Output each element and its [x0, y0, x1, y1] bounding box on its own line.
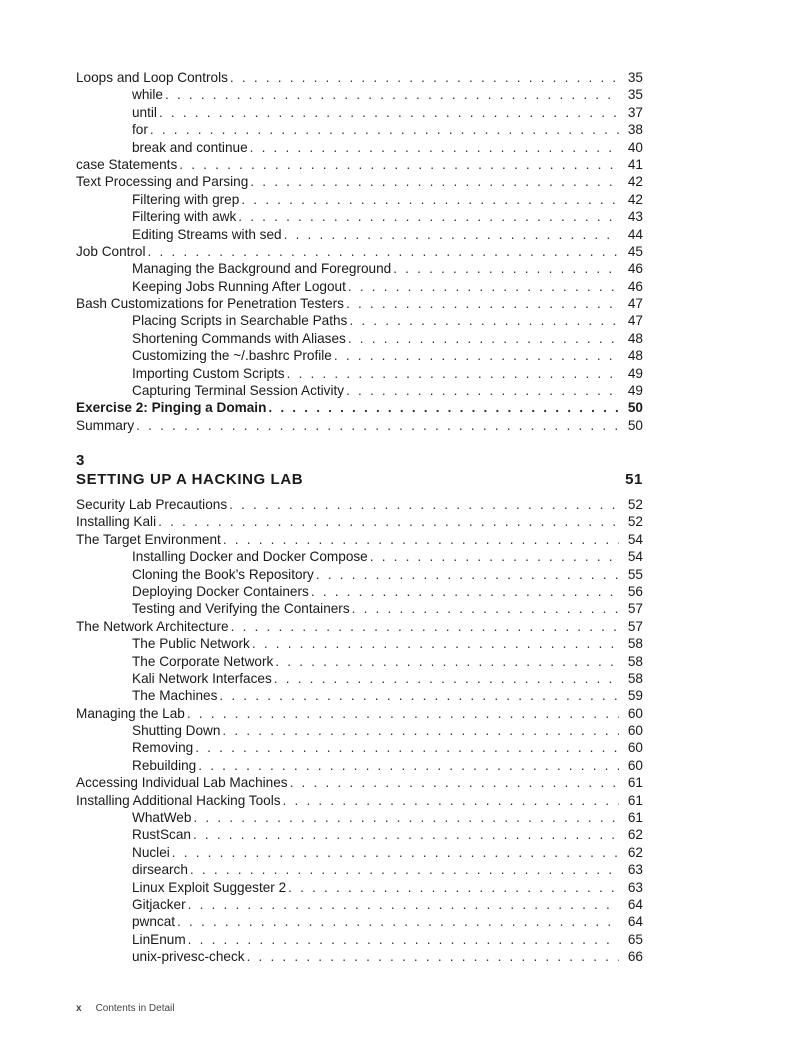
toc-entry-title: Managing the Background and Foreground: [132, 261, 392, 277]
dot-leader: [252, 635, 619, 652]
toc-entry-title: Gitjacker: [132, 896, 186, 912]
dot-leader: [229, 496, 619, 513]
toc-entry[interactable]: [76, 226, 643, 243]
toc-entry-title: Kali Network Interfaces: [132, 670, 272, 686]
toc-entry[interactable]: [76, 312, 643, 329]
toc-entry-title: The Corporate Network: [132, 653, 274, 669]
toc-entry-page: 54: [627, 549, 643, 565]
chapter-heading: [76, 471, 643, 488]
toc-entry[interactable]: [76, 295, 643, 312]
toc-entry-title: Summary: [76, 417, 135, 433]
dot-leader: [193, 826, 619, 843]
toc-entry[interactable]: [76, 739, 643, 756]
toc-entry[interactable]: [76, 566, 643, 583]
dot-leader: [334, 347, 619, 364]
toc-entry-title: Filtering with grep: [132, 191, 240, 207]
toc-entry-title: Exercise 2: Pinging a Domain: [76, 400, 267, 416]
toc-entry-title: Bash Customizations for Penetration Testers: [76, 296, 344, 312]
toc-entry[interactable]: [76, 635, 643, 652]
toc-entry[interactable]: [76, 653, 643, 670]
toc-entry[interactable]: [76, 330, 643, 347]
dot-leader: [230, 69, 619, 86]
toc-entry-page: 46: [627, 278, 643, 294]
toc-entry-title: Editing Streams with sed: [132, 226, 282, 242]
toc-entry-title: Nuclei: [132, 844, 170, 860]
toc-entry-title: Installing Kali: [76, 514, 157, 530]
toc-section-top: [76, 69, 643, 434]
dot-leader: [222, 722, 619, 739]
dot-leader: [346, 382, 619, 399]
dot-leader: [283, 792, 619, 809]
toc-entry-page: 52: [627, 514, 643, 530]
dot-leader: [136, 417, 619, 434]
toc-entry-page: 49: [627, 365, 643, 381]
toc-entry-title: The Public Network: [132, 636, 250, 652]
dot-leader: [348, 278, 619, 295]
toc-entry-page: 37: [627, 104, 643, 120]
dot-leader: [250, 173, 619, 190]
toc-entry[interactable]: [76, 809, 643, 826]
toc-entry-page: 65: [627, 931, 643, 947]
toc-section-chapter-3: [76, 496, 643, 966]
toc-entry-title: unix-privesc-check: [132, 949, 245, 965]
dot-leader: [158, 513, 619, 530]
toc-entry-title: The Machines: [132, 688, 218, 704]
toc-entry[interactable]: [76, 618, 643, 635]
dot-leader: [393, 260, 619, 277]
dot-leader: [188, 896, 619, 913]
chapter-number: 3: [76, 452, 85, 469]
toc-entry-title: Capturing Terminal Session Activity: [132, 383, 345, 399]
toc-entry-page: 60: [627, 757, 643, 773]
toc-entry-title: Shortening Commands with Aliases: [132, 330, 346, 346]
toc-entry-title: WhatWeb: [132, 810, 192, 826]
dot-leader: [238, 208, 619, 225]
footer-label: Contents in Detail: [95, 1003, 175, 1014]
toc-entry[interactable]: [76, 861, 643, 878]
toc-entry-page: 60: [627, 723, 643, 739]
dot-leader: [311, 583, 619, 600]
toc-entry[interactable]: [76, 548, 643, 565]
toc-entry-page: 44: [627, 226, 643, 242]
toc-entry[interactable]: [76, 496, 643, 513]
toc-entry[interactable]: [76, 531, 643, 548]
dot-leader: [150, 121, 619, 138]
dot-leader: [193, 809, 619, 826]
dot-leader: [223, 531, 619, 548]
toc-entry-page: 45: [627, 243, 643, 259]
chapter-page: 51: [625, 471, 643, 488]
toc-entry[interactable]: [76, 382, 643, 399]
dot-leader: [187, 705, 619, 722]
toc-entry[interactable]: [76, 844, 643, 861]
toc-entry[interactable]: [76, 757, 643, 774]
dot-leader: [198, 757, 619, 774]
toc-entry[interactable]: [76, 86, 643, 103]
toc-entry-page: 63: [627, 879, 643, 895]
toc-entry-page: 47: [627, 296, 643, 312]
toc-entry-page: 35: [627, 70, 643, 85]
toc-entry[interactable]: [76, 931, 643, 948]
dot-leader: [247, 948, 619, 965]
toc-entry-page: 61: [627, 792, 643, 808]
toc-entry-page: 54: [627, 531, 643, 547]
toc-entry[interactable]: [76, 670, 643, 687]
toc-entry[interactable]: [76, 139, 643, 156]
toc-entry-title: The Network Architecture: [76, 618, 229, 634]
toc-entry-title: pwncat: [132, 914, 176, 930]
page-footer: [76, 1003, 175, 1014]
toc-entry-page: 66: [627, 949, 643, 965]
toc-entry[interactable]: [76, 705, 643, 722]
dot-leader: [179, 156, 619, 173]
toc-entry-title: Accessing Individual Lab Machines: [76, 775, 288, 791]
toc-entry-title: Customizing the ~/.bashrc Profile: [132, 348, 332, 364]
dot-leader: [190, 861, 619, 878]
toc-entry-title: LinEnum: [132, 931, 186, 947]
dot-leader: [231, 618, 619, 635]
toc-entry-title: Keeping Jobs Running After Logout: [132, 278, 346, 294]
toc-entry-page: 63: [627, 862, 643, 878]
footer-page-number: x: [76, 1003, 82, 1014]
toc-entry-page: 62: [627, 844, 643, 860]
dot-leader: [348, 330, 619, 347]
toc-entry-page: 46: [627, 261, 643, 277]
toc-entry-page: 47: [627, 313, 643, 329]
toc-entry-title: Cloning the Book’s Repository: [132, 566, 314, 582]
toc-entry-page: 42: [627, 174, 643, 190]
toc-entry-page: 61: [627, 775, 643, 791]
dot-leader: [159, 104, 619, 121]
toc-entry-page: 58: [627, 653, 643, 669]
dot-leader: [287, 365, 619, 382]
toc-entry[interactable]: [76, 399, 643, 416]
dot-leader: [148, 243, 619, 260]
toc-entry-title: Rebuilding: [132, 757, 197, 773]
dot-leader: [268, 399, 619, 416]
toc-entry[interactable]: [76, 104, 643, 121]
chapter-title: SETTING UP A HACKING LAB: [76, 471, 304, 488]
toc-entry-page: 50: [627, 417, 643, 433]
toc-entry[interactable]: [76, 913, 643, 930]
toc-entry-title: Installing Docker and Docker Compose: [132, 549, 368, 565]
toc-entry-title: Linux Exploit Suggester 2: [132, 879, 287, 895]
toc-entry[interactable]: [76, 774, 643, 791]
toc-entry-title: Text Processing and Parsing: [76, 174, 249, 190]
toc-entry-title: The Target Environment: [76, 531, 221, 547]
toc-entry-page: 57: [627, 601, 643, 617]
toc-entry-page: 62: [627, 827, 643, 843]
toc-entry[interactable]: [76, 173, 643, 190]
toc-entry[interactable]: [76, 687, 643, 704]
toc-entry-title: Managing the Lab: [76, 705, 185, 721]
dot-leader: [219, 687, 619, 704]
dot-leader: [172, 844, 619, 861]
toc-entry[interactable]: [76, 417, 643, 434]
dot-leader: [274, 670, 619, 687]
dot-leader: [275, 653, 619, 670]
toc-entry-page: 40: [627, 139, 643, 155]
dot-leader: [250, 139, 619, 156]
toc-entry-page: 49: [627, 383, 643, 399]
dot-leader: [284, 226, 619, 243]
toc-entry[interactable]: [76, 191, 643, 208]
toc-entry-page: 48: [627, 348, 643, 364]
dot-leader: [349, 312, 619, 329]
toc-entry-title: Testing and Verifying the Containers: [132, 601, 350, 617]
toc-entry-page: 38: [627, 122, 643, 138]
toc-entry-page: 57: [627, 618, 643, 634]
toc-entry-page: 59: [627, 688, 643, 704]
toc-entry-page: 60: [627, 740, 643, 756]
toc-entry[interactable]: [76, 121, 643, 138]
toc-entry-title: Shutting Down: [132, 723, 221, 739]
toc-entry-page: 35: [627, 87, 643, 103]
toc-entry-title: break and continue: [132, 139, 248, 155]
toc-entry-page: 61: [627, 810, 643, 826]
toc-entry[interactable]: [76, 896, 643, 913]
dot-leader: [316, 566, 619, 583]
toc-entry-page: 43: [627, 209, 643, 225]
toc-entry[interactable]: [76, 260, 643, 277]
dot-leader: [165, 86, 619, 103]
dot-leader: [177, 913, 619, 930]
dot-leader: [288, 879, 619, 896]
dot-leader: [241, 191, 619, 208]
toc-entry[interactable]: [76, 278, 643, 295]
toc-entry[interactable]: [76, 879, 643, 896]
toc-entry[interactable]: [76, 243, 643, 260]
toc-entry-page: 56: [627, 583, 643, 599]
toc-entry[interactable]: [76, 600, 643, 617]
toc-entry[interactable]: [76, 792, 643, 809]
dot-leader: [188, 931, 619, 948]
toc-entry-page: 64: [627, 896, 643, 912]
toc-entry-page: 64: [627, 914, 643, 930]
toc-entry[interactable]: [76, 722, 643, 739]
toc-entry-page: 41: [627, 156, 643, 172]
toc-entry-title: Installing Additional Hacking Tools: [76, 792, 281, 808]
toc-entry-title: dirsearch: [132, 862, 188, 878]
toc-entry-title: RustScan: [132, 827, 191, 843]
dot-leader: [346, 295, 619, 312]
toc-entry[interactable]: [76, 365, 643, 382]
dot-leader: [370, 548, 619, 565]
toc-entry-page: 42: [627, 191, 643, 207]
toc-entry-page: 52: [627, 497, 643, 512]
toc-entry[interactable]: [76, 513, 643, 530]
toc-entry-title: Importing Custom Scripts: [132, 365, 285, 381]
toc-entry-page: 55: [627, 566, 643, 582]
toc-entry-title: Loops and Loop Controls: [76, 70, 228, 85]
toc-entry-title: Filtering with awk: [132, 209, 237, 225]
toc-entry[interactable]: [76, 208, 643, 225]
dot-leader: [290, 774, 619, 791]
toc-entry-title: case Statements: [76, 156, 178, 172]
toc-entry[interactable]: [76, 156, 643, 173]
toc-entry-title: Deploying Docker Containers: [132, 583, 309, 599]
toc-entry-page: 48: [627, 330, 643, 346]
toc-entry-page: 58: [627, 636, 643, 652]
toc-entry[interactable]: [76, 347, 643, 364]
toc-entry-page: 50: [627, 400, 643, 416]
toc-entry-page: 58: [627, 670, 643, 686]
toc-entry[interactable]: [76, 583, 643, 600]
toc-entry-title: Placing Scripts in Searchable Paths: [132, 313, 348, 329]
toc-entry-title: while: [132, 87, 163, 103]
dot-leader: [352, 600, 619, 617]
dot-leader: [195, 739, 619, 756]
toc-entry-title: Removing: [132, 740, 194, 756]
toc-entry-title: Job Control: [76, 243, 146, 259]
toc-entry-title: Security Lab Precautions: [76, 497, 228, 512]
toc-entry[interactable]: [76, 69, 643, 86]
toc-entry-title: for: [132, 122, 148, 138]
toc-entry-title: until: [132, 104, 157, 120]
toc-entry[interactable]: [76, 948, 643, 965]
toc-entry[interactable]: [76, 826, 643, 843]
toc-entry-page: 60: [627, 705, 643, 721]
